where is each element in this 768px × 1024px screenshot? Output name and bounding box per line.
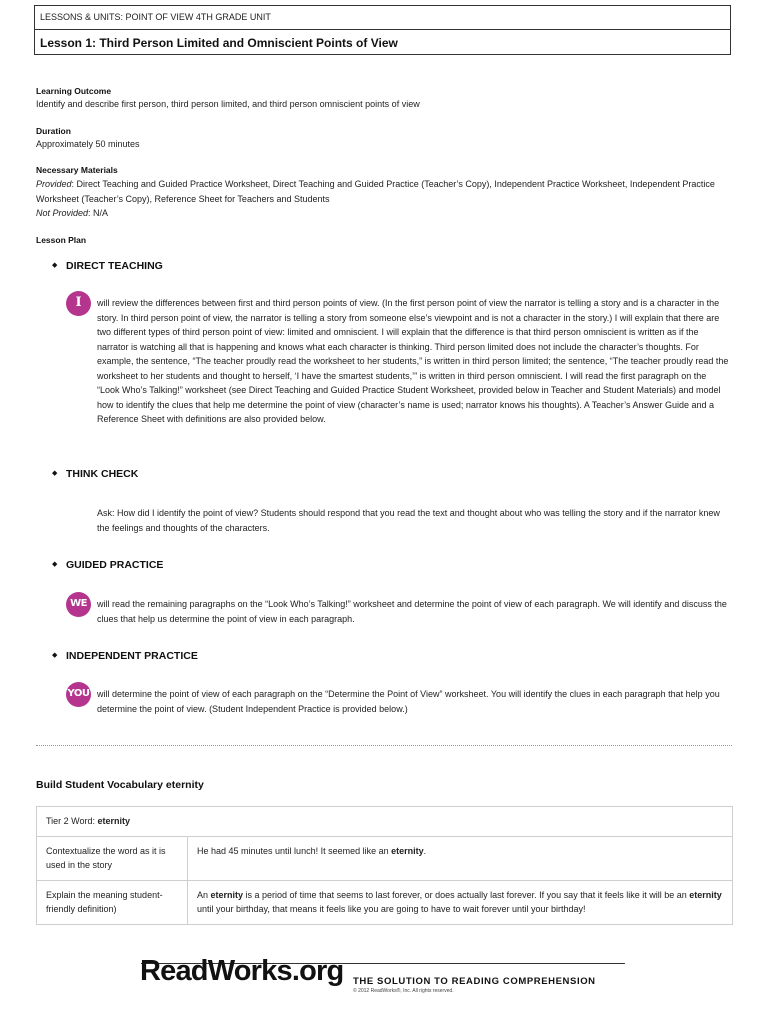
table-row <box>37 836 733 880</box>
row-text: . <box>423 845 427 856</box>
table-row <box>37 880 733 924</box>
learning-outcome-text: Identify and describe first person, third person limited, and third person omniscient points of view <box>36 99 420 109</box>
duration-text: Approximately 50 minutes <box>36 139 140 149</box>
bullet-icon: ◆ <box>52 262 58 269</box>
bullet-icon: ◆ <box>52 470 58 477</box>
footer-tagline: THE SOLUTION TO READING COMPREHENSION <box>353 976 596 987</box>
you-badge-icon: YOU <box>66 682 91 707</box>
step-independent-practice <box>52 649 198 664</box>
step-guided-practice <box>52 558 163 573</box>
row-text: is a period of time that seems to last forever, or does actually last forever. If you say that it feels like it will be <box>243 889 677 900</box>
duration-label: Duration <box>36 126 71 136</box>
step-think-check <box>52 467 138 482</box>
bullet-icon: ◆ <box>52 561 58 568</box>
row-text: An <box>197 889 211 900</box>
step-heading: DIRECT TEACHING <box>66 260 163 272</box>
unit-breadcrumb: LESSONS & UNITS: POINT OF VIEW 4TH GRADE UNIT <box>35 6 730 30</box>
section-divider <box>36 745 732 746</box>
tier-word: eternity <box>97 816 131 826</box>
row-value <box>188 880 733 924</box>
row-value <box>188 836 733 880</box>
row-label: Contextualize the word as it is used in the story <box>37 836 188 880</box>
provided-label: Provided <box>36 179 72 189</box>
row-text: an <box>676 889 690 900</box>
direct-teaching-text: will review the differences between first and third person points of view. (In the first person point of view the narrator is telling a story and is a character in the story. In third person point of view, the narrator is telling a story from someone else’s viewpoint and is not a character in the story.) I will explain that there are two different types of third person point of view: limited and omniscient. I will explain that the difference is that third person omniscient is written as if the narrator is watching all that is happening and knows what each character is thinking. Third person limited does not include the character’s thoughts. For example, the sentence, “The teacher proudly read the worksheet to her students,” is written in third person limited; the sentence, “The teacher proudly read the worksheet to her students and thought to herself, ‘I have the smartest students,’” is written in third person omniscient. I will read the first paragraph on the “Look Who’s Talking!” worksheet (see Direct Teaching and Guided Practice Student Worksheet, provided below in Teacher and Student Materials) and model how to identify the clues that help me determine the point of view (character’s name is used; narrator knows his thoughts). A Teacher’s Answer Guide and a Reference Sheet with definitions are also provided below. <box>97 298 729 424</box>
independent-practice-text: will determine the point of view of each paragraph on the “Determine the Point of View” worksheet. You will identify the clues in each paragraph that help you determine the point of view. (Student Independent Practice is provided below.) <box>97 689 720 714</box>
lesson-title: Lesson 1: Third Person Limited and Omniscient Points of View <box>40 36 398 50</box>
table-row <box>37 807 733 837</box>
guided-practice-text: will read the remaining paragraphs on the “Look Who’s Talking!” worksheet and determine the point of view of each paragraph. We will identify and discuss the clues that help us determine the point of view in each paragraph. <box>97 599 727 624</box>
tier-label: Tier 2 Word: <box>46 816 98 826</box>
think-check-text: Ask: How did I identify the point of view? Students should respond that you read the text and thought about who was telling the story and if the narrator knew the feelings and thoughts of the characters. <box>97 508 720 533</box>
row-bold-word: eternity <box>391 845 424 856</box>
not-provided-text: : N/A <box>88 208 109 218</box>
learning-outcome-label: Learning Outcome <box>36 86 112 96</box>
materials-label: Necessary Materials <box>36 165 118 175</box>
i-badge-icon: I <box>66 291 91 316</box>
vocab-title: Build Student Vocabulary eternity <box>36 779 204 791</box>
row-bold-word: eternity <box>210 889 244 900</box>
lesson-header <box>34 5 731 55</box>
footer-copyright: © 2012 ReadWorks®, Inc. All rights reserved. <box>353 988 454 994</box>
vocab-table <box>36 806 733 925</box>
readworks-logo: ReadWorks.org <box>140 955 344 987</box>
materials-not-provided <box>36 206 726 221</box>
row-text: He had 45 minutes until lunch! It seemed like an <box>197 845 392 856</box>
we-badge-icon: WE <box>66 592 91 617</box>
row-text: until your birthday, that means it feels like you are going to have to wait forever until your birthday! <box>197 904 586 914</box>
not-provided-label: Not Provided <box>36 208 89 218</box>
tier-word-cell <box>37 807 733 837</box>
row-label: Explain the meaning student-friendly definition) <box>37 880 188 924</box>
step-heading: GUIDED PRACTICE <box>66 559 164 571</box>
bullet-icon: ◆ <box>52 652 58 659</box>
provided-text: : Direct Teaching and Guided Practice Worksheet, Direct Teaching and Guided Practice (Teacher’s Copy), Independent Practice Worksheet, Independent Practice Worksheet (Teacher’s Copy), Reference Sheet for Teachers and Students <box>36 179 715 204</box>
step-heading: INDEPENDENT PRACTICE <box>66 650 198 662</box>
row-bold-word: eternity <box>689 889 722 900</box>
lesson-plan-label: Lesson Plan <box>36 235 87 245</box>
step-heading: THINK CHECK <box>66 468 139 480</box>
materials-provided <box>36 177 716 206</box>
step-direct-teaching <box>52 259 163 274</box>
